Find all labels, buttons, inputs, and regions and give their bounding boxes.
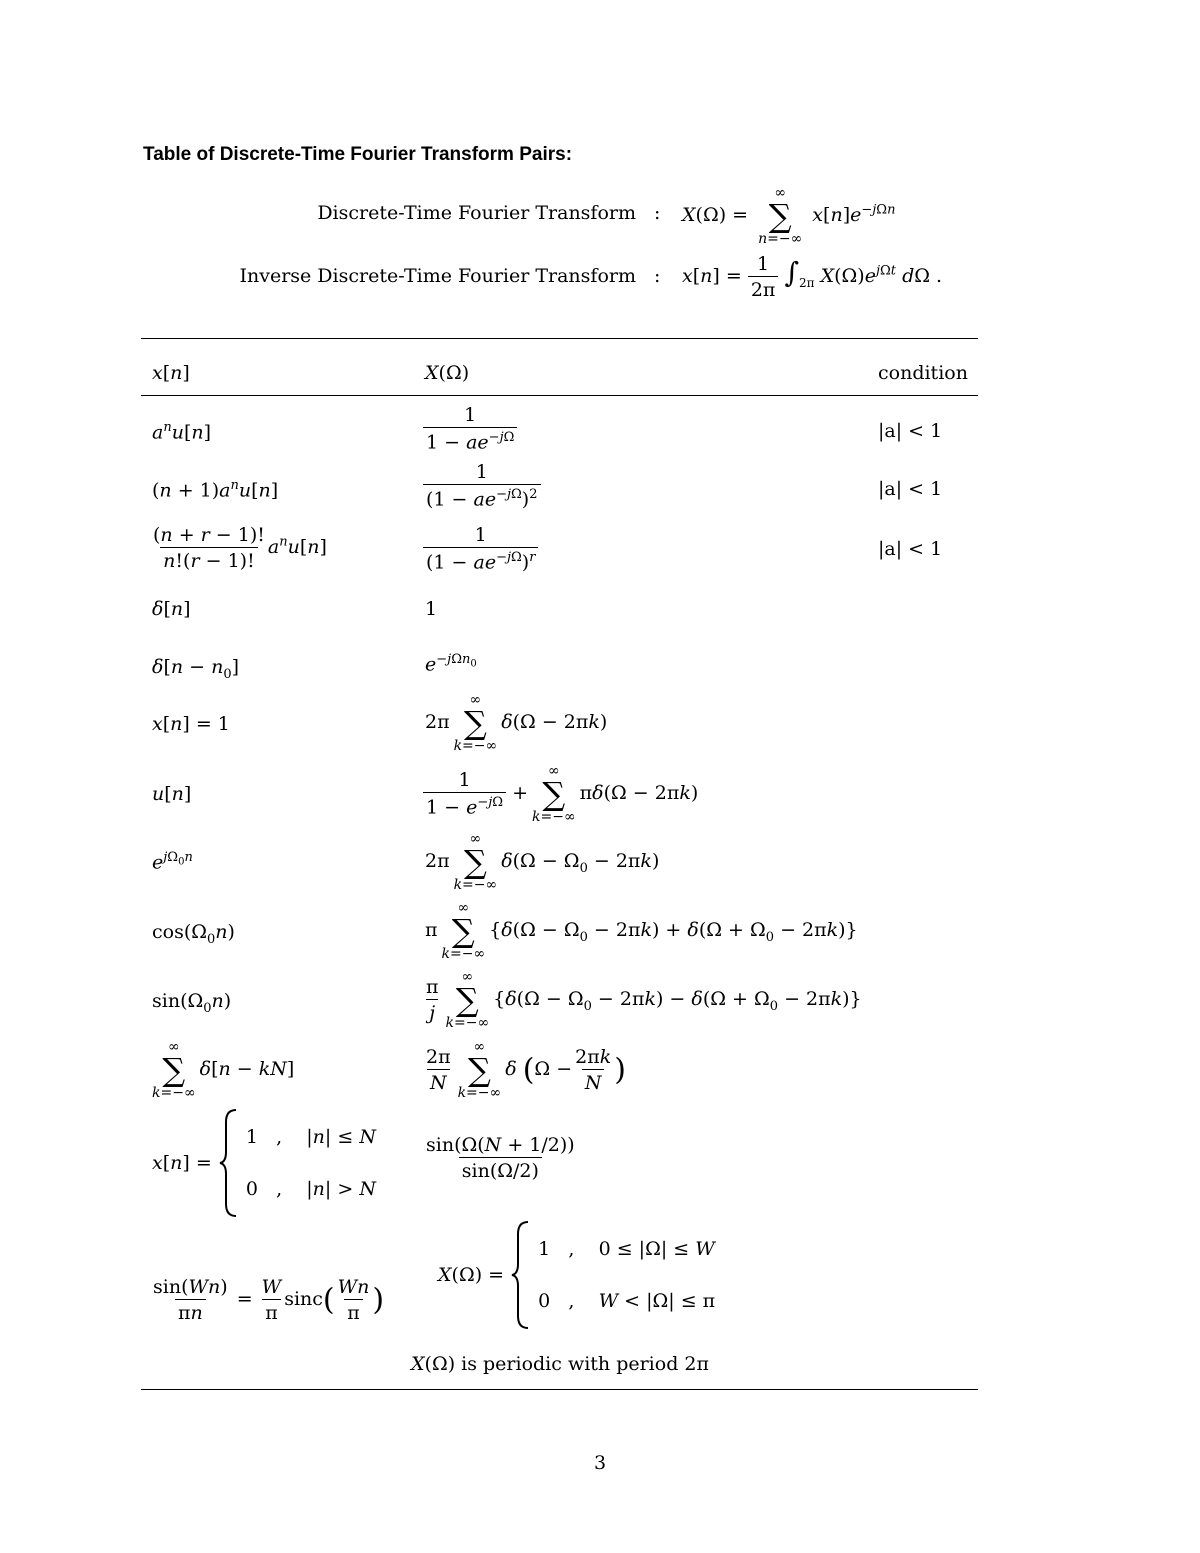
table-row-3-x: $\frac{(n + r - 1)!}{n!(r - 1)!}$ $a^nu[n]$ <box>153 524 327 572</box>
table-row-5-x: $\delta[n - n_0]$ <box>152 656 240 682</box>
table-row-7-X: $\frac{1}{1 - e^{-j\Omega}}$ + ∞ ∑ k=−∞ πδ(Ω − 2πk) <box>423 764 698 824</box>
table-row-2-condition: |a| < 1 <box>878 478 943 500</box>
table-row-6-x: x[n] = 1 <box>152 713 230 735</box>
table-row-10-X: $\frac{\pi}{j}$ ∞ ∑ k=−∞ $\{\delta(\Omega - \Omega_0 - 2\pi k) - \delta(\Omega + \Omega_0 - 2\pi k)\}$ <box>426 969 862 1031</box>
table-header-rule <box>141 395 978 396</box>
idtft-formula: x[n] = $\frac{1}{2\pi}$ $\int_{2\pi}$ $X(\Omega)e^{j\Omega t}$ dΩ . <box>682 253 943 301</box>
table-row-7-x: u[n] <box>152 783 192 805</box>
column-header-X: X(Ω) <box>425 362 470 384</box>
table-row-3-condition: |a| < 1 <box>878 538 943 560</box>
left-brace-icon <box>218 1108 240 1218</box>
column-header-x: x[n] <box>152 362 190 384</box>
page-title: Table of Discrete-Time Fourier Transform Pairs: <box>143 144 573 165</box>
table-row-9-x: $\cos(\Omega_0n)$ <box>152 921 235 947</box>
page-number: 3 <box>593 1452 607 1474</box>
table-row-10-x: $\sin(\Omega_0n)$ <box>152 990 232 1016</box>
table-row-4-x: δ[n] <box>152 598 191 620</box>
table-top-rule <box>141 338 978 339</box>
table-row-8-X: 2π ∞ ∑ k=−∞ $\delta(\Omega - \Omega_0 - 2\pi k)$ <box>425 831 660 893</box>
table-row-8-x: $e^{j\Omega_0n}$ <box>152 850 193 874</box>
table-row-13-x: $\frac{\sin(Wn)}{\pi n}$ = $\frac{W}{\pi}$ sinc( $\frac{Wn}{\pi}$ ) <box>153 1276 385 1324</box>
idtft-label: Inverse Discrete-Time Fourier Transform <box>239 265 636 287</box>
dtft-separator: : <box>654 202 661 224</box>
idtft-separator: : <box>654 265 661 287</box>
table-row-11-X: $\frac{2\pi}{N}$ ∞ ∑ k=−∞ δ (Ω − $\frac{2\pi k}{N}$ ) <box>426 1039 626 1101</box>
table-row-2-X: $\frac{1}{(1 - ae^{-j\Omega})^2}$ <box>423 461 541 510</box>
dtft-label: Discrete-Time Fourier Transform <box>317 202 636 224</box>
table-row-2-x: $(n + 1)a^nu[n]$ <box>152 478 279 502</box>
column-header-condition: condition <box>878 362 968 384</box>
table-row-13-X: X(Ω) = 1 , 0 ≤ |Ω| ≤ W 0 , W < |Ω| ≤ π <box>438 1220 715 1330</box>
table-row-1-x: $a^nu[n]$ <box>152 420 212 444</box>
table-row-3-X: $\frac{1}{(1 - ae^{-j\Omega})^r}$ <box>423 524 538 573</box>
table-row-12-X: $\frac{\sin(\Omega(N + 1/2))}{\sin(\Omega/2)}$ <box>426 1134 575 1182</box>
table-row-1-condition: |a| < 1 <box>878 420 943 442</box>
table-row-1-X: $\frac{1}{1 - ae^{-j\Omega}}$ <box>423 404 517 453</box>
left-brace-icon <box>510 1220 532 1330</box>
table-row-5-X: $e^{-j\Omega n_0}$ <box>425 652 477 676</box>
table-row-9-X: π ∞ ∑ k=−∞ $\{\delta(\Omega - \Omega_0 - 2\pi k) + \delta(\Omega + \Omega_0 - 2\pi k)\}$ <box>425 900 858 962</box>
table-row-4-X: 1 <box>425 598 438 620</box>
table-row-11-x: ∞ ∑ k=−∞ δ[n − kN] <box>152 1039 295 1101</box>
table-row-6-X: 2π ∞ ∑ k=−∞ δ(Ω − 2πk) <box>425 692 608 754</box>
table-bottom-rule <box>141 1389 978 1390</box>
table-row-12-x: x[n] = 1 , |n| ≤ N 0 , |n| > N <box>152 1108 376 1218</box>
dtft-formula: X(Ω) = ∞ ∑ n=−∞ $x[n]e^{-j\Omega n}$ <box>682 185 896 247</box>
periodicity-note: X(Ω) is periodic with period 2π <box>411 1353 709 1375</box>
